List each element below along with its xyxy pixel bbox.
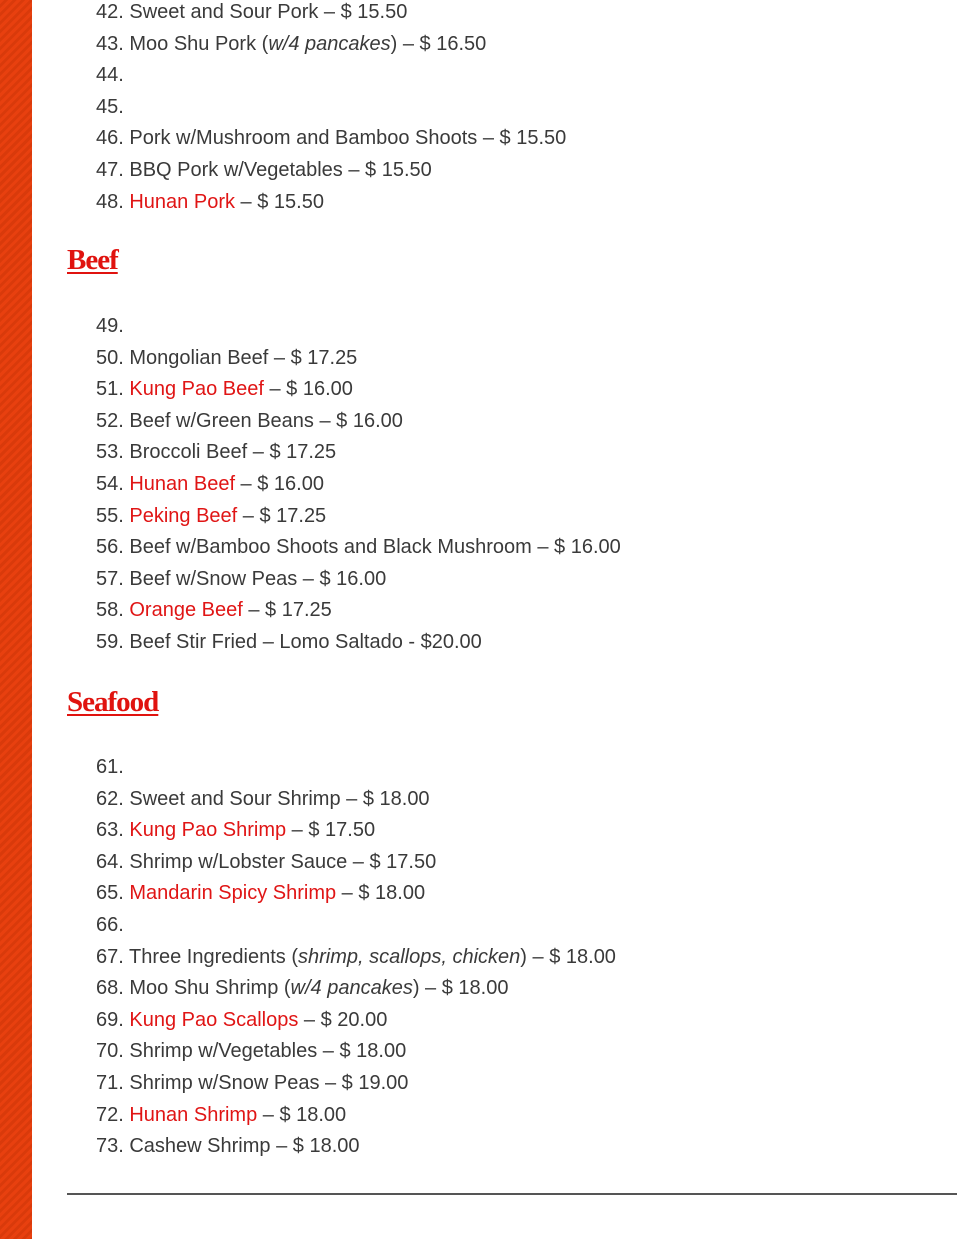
- item-number: 46.: [96, 127, 130, 150]
- item-number: 71.: [96, 1071, 130, 1094]
- item-price: – $ 15.50: [342, 158, 432, 181]
- item-number: 70.: [96, 1040, 130, 1063]
- item-name: Kung Pao Shrimp: [129, 819, 287, 842]
- item-price: – $ 20.00: [298, 1008, 388, 1031]
- section-heading-seafood: Seafood: [67, 686, 159, 718]
- item-name: Cashew Shrimp: [129, 1135, 271, 1158]
- item-price: – $ 18.00: [317, 1040, 407, 1063]
- item-number: 63.: [96, 819, 130, 842]
- menu-item: [96, 501, 956, 533]
- item-number: 73.: [96, 1135, 130, 1158]
- item-note: w/4 pancakes: [268, 32, 391, 55]
- item-name: Broccoli Beef: [129, 441, 248, 464]
- menu-item: [96, 60, 956, 92]
- item-price: – $ 15.50: [234, 190, 324, 213]
- item-price: – $ 18.00: [340, 787, 430, 810]
- item-number: 53.: [96, 441, 130, 464]
- item-number: 57.: [96, 567, 130, 590]
- item-number: 61.: [96, 756, 124, 778]
- menu-item: [96, 1068, 956, 1100]
- item-price: – $ 18.00: [270, 1135, 360, 1158]
- item-price: – $ 15.50: [477, 127, 567, 150]
- item-note: shrimp, scallops, chicken: [297, 945, 521, 968]
- item-price: – $ 18.00: [257, 1103, 347, 1126]
- item-number: 54.: [96, 472, 130, 495]
- item-name: Shrimp w/Lobster Sauce: [129, 850, 348, 873]
- menu-item: [96, 437, 956, 469]
- beef-items-list: [96, 311, 956, 659]
- menu-item: [96, 942, 956, 974]
- menu-item: [96, 815, 956, 847]
- item-price: – $ 17.50: [286, 819, 376, 842]
- item-price: – $ 18.00: [336, 882, 426, 905]
- item-name: Hunan Pork: [129, 190, 235, 213]
- item-name: Moo Shu Pork (: [129, 32, 269, 55]
- item-name: Kung Pao Scallops: [129, 1008, 299, 1031]
- item-number: 51.: [96, 378, 130, 401]
- menu-item: [96, 973, 956, 1005]
- item-name: Sweet and Sour Shrimp: [129, 787, 341, 810]
- menu-item: [96, 627, 956, 659]
- item-number: 56.: [96, 536, 130, 559]
- item-name: Mongolian Beef: [129, 346, 269, 369]
- menu-item: [96, 406, 956, 438]
- item-price: – $ 16.00: [313, 409, 403, 432]
- item-name: Beef w/Bamboo Shoots and Black Mushroom: [129, 536, 532, 559]
- item-number: 55.: [96, 504, 130, 527]
- item-name: Pork w/Mushroom and Bamboo Shoots: [129, 127, 478, 150]
- menu-item: [96, 123, 956, 155]
- item-name: Moo Shu Shrimp (: [129, 977, 291, 1000]
- menu-item: [96, 1005, 956, 1037]
- menu-item: [96, 532, 956, 564]
- menu-item: [96, 784, 956, 816]
- menu-item: [96, 1036, 956, 1068]
- pork-items-list: [96, 0, 956, 218]
- item-number: 44.: [96, 64, 124, 87]
- menu-item: [96, 374, 956, 406]
- menu-item: [96, 595, 956, 627]
- item-number: 42.: [96, 1, 130, 23]
- item-number: 43.: [96, 32, 130, 55]
- item-price: – $ 18.00: [419, 977, 509, 1000]
- menu-item: [96, 155, 956, 187]
- item-number: 69.: [96, 1008, 130, 1031]
- item-number: 49.: [96, 315, 124, 337]
- menu-item: [96, 878, 956, 910]
- menu-item: [96, 1131, 956, 1163]
- item-number: 52.: [96, 409, 130, 432]
- item-name: Kung Pao Beef: [129, 378, 264, 401]
- item-name: Sweet and Sour Pork: [129, 1, 319, 23]
- menu-item: [96, 0, 956, 29]
- item-number: 59.: [96, 630, 130, 653]
- item-name: Beef w/Snow Peas: [129, 567, 298, 590]
- item-price: – $ 18.00: [526, 945, 616, 968]
- item-name-close: ): [520, 945, 527, 968]
- item-number: 68.: [96, 977, 130, 1000]
- section-heading-beef: Beef: [67, 244, 118, 276]
- item-price: – $ 16.00: [297, 567, 387, 590]
- item-name: Beef w/Green Beans: [129, 409, 314, 432]
- item-price: – $ 16.00: [263, 378, 353, 401]
- item-name: Beef Stir Fried – Lomo Saltado - $20.00: [129, 630, 482, 653]
- menu-item: [96, 29, 956, 61]
- item-number: 62.: [96, 787, 130, 810]
- item-name: Hunan Beef: [129, 472, 235, 495]
- item-name: BBQ Pork w/Vegetables: [129, 158, 343, 181]
- item-number: 65.: [96, 882, 130, 905]
- item-number: 67.: [96, 945, 129, 968]
- menu-item: [96, 1100, 956, 1132]
- item-name: Shrimp w/Vegetables: [129, 1040, 318, 1063]
- item-number: 48.: [96, 190, 130, 213]
- menu-item: [96, 343, 956, 375]
- item-name: Mandarin Spicy Shrimp: [129, 882, 337, 905]
- menu-item: [96, 564, 956, 596]
- item-price: – $ 17.25: [247, 441, 337, 464]
- item-number: 58.: [96, 599, 130, 622]
- item-number: 47.: [96, 158, 130, 181]
- item-number: 50.: [96, 346, 130, 369]
- item-name: Shrimp w/Snow Peas: [129, 1071, 320, 1094]
- item-price: – $ 17.50: [347, 850, 437, 873]
- item-price: – $ 17.25: [242, 599, 332, 622]
- item-name: Orange Beef: [129, 599, 243, 622]
- menu-item: [96, 92, 956, 124]
- menu-item: [96, 469, 956, 501]
- item-name: Hunan Shrimp: [129, 1103, 258, 1126]
- item-price: – $ 16.50: [397, 32, 487, 55]
- menu-item: [96, 311, 956, 343]
- item-name-close: ): [390, 32, 398, 55]
- menu-item: [96, 910, 956, 942]
- seafood-items-list: [96, 752, 956, 1163]
- item-price: – $ 17.25: [237, 504, 327, 527]
- item-price: – $ 15.50: [318, 1, 408, 23]
- item-name-close: ): [412, 977, 420, 1000]
- item-name: Peking Beef: [129, 504, 238, 527]
- item-name: Three Ingredients (: [129, 945, 298, 968]
- item-price: – $ 16.00: [531, 536, 621, 559]
- menu-item: [96, 752, 956, 784]
- divider: [67, 1193, 957, 1195]
- item-note: w/4 pancakes: [290, 977, 413, 1000]
- item-price: – $ 19.00: [319, 1071, 409, 1094]
- menu-item: [96, 847, 956, 879]
- item-price: – $ 16.00: [235, 472, 324, 495]
- item-number: 66.: [96, 913, 124, 936]
- item-number: 72.: [96, 1103, 130, 1126]
- item-number: 64.: [96, 850, 130, 873]
- item-price: – $ 17.25: [268, 346, 358, 369]
- item-number: 45.: [96, 95, 124, 118]
- menu-item: [96, 187, 956, 219]
